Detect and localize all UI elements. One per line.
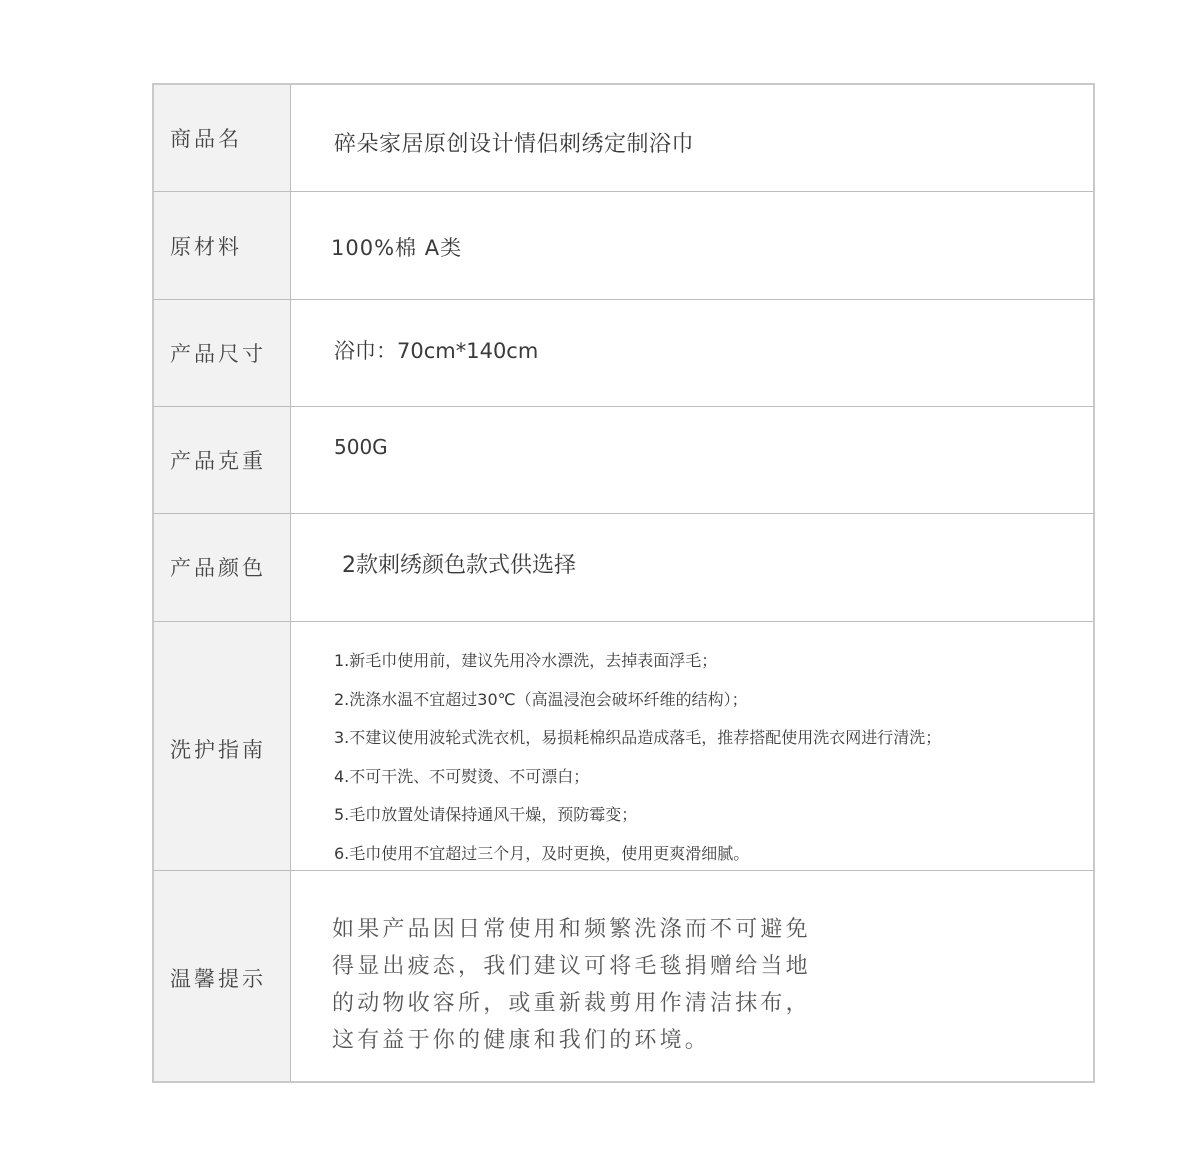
color-label: 产品颜色: [170, 556, 266, 580]
row-care-guide: [154, 622, 1093, 871]
label-cell: [154, 622, 291, 870]
care-guide-item: 6.毛巾使用不宜超过三个月，及时更换，使用更爽滑细腻。: [334, 843, 750, 863]
row-weight: [154, 407, 1093, 514]
weight-label: 产品克重: [170, 449, 266, 473]
care-guide-item: 5.毛巾放置处请保持通风干燥，预防霉变；: [334, 805, 638, 824]
care-guide-item: 3.不建议使用波轮式洗衣机，易损耗棉织品造成落毛，推荐搭配使用洗衣网进行清洗；: [334, 728, 942, 747]
tips-label: 温馨提示: [170, 967, 266, 991]
row-product-name: [154, 85, 1093, 192]
tips-line: 如果产品因日常使用和频繁洗涤而不可避免: [332, 917, 811, 942]
material-value: 100%棉 A类: [331, 236, 463, 260]
product-name-value: 碎朵家居原创设计情侣刺绣定制浴巾: [334, 132, 695, 157]
tips-text: [332, 911, 811, 1059]
product-info-table: [152, 83, 1095, 1083]
row-size: [154, 300, 1093, 407]
care-guide-item: 2.洗涤水温不宜超过30℃（高温浸泡会破坏纤维的结构）；: [334, 689, 748, 709]
tips-line: 这有益于你的健康和我们的环境。: [332, 1028, 711, 1053]
label-cell: [154, 85, 291, 191]
row-color: [154, 514, 1093, 622]
size-label: 产品尺寸: [170, 342, 266, 366]
label-cell: [154, 514, 291, 621]
label-cell: [154, 871, 291, 1081]
tips-line: 的动物收容所，或重新裁剪用作清洁抹布，: [332, 991, 811, 1016]
care-guide-item: 4.不可干洗、不可熨烫、不可漂白；: [334, 766, 590, 786]
material-label: 原材料: [170, 235, 242, 259]
row-material: [154, 192, 1093, 300]
care-guide-item: 1.新毛巾使用前，建议先用冷水漂洗，去掉表面浮毛；: [334, 651, 718, 670]
label-cell: [154, 300, 291, 406]
row-tips: [154, 871, 1093, 1081]
product-name-label: 商品名: [170, 127, 242, 151]
size-value: 浴巾：70cm*140cm: [334, 339, 539, 363]
care-guide-label: 洗护指南: [170, 738, 266, 762]
weight-value: 500G: [334, 435, 388, 459]
care-guide-list: [334, 642, 941, 873]
tips-line: 得显出疲态，我们建议可将毛毯捐赠给当地: [332, 954, 811, 979]
color-value: 2款刺绣颜色款式供选择: [342, 553, 576, 578]
label-cell: [154, 192, 291, 299]
label-cell: [154, 407, 291, 513]
